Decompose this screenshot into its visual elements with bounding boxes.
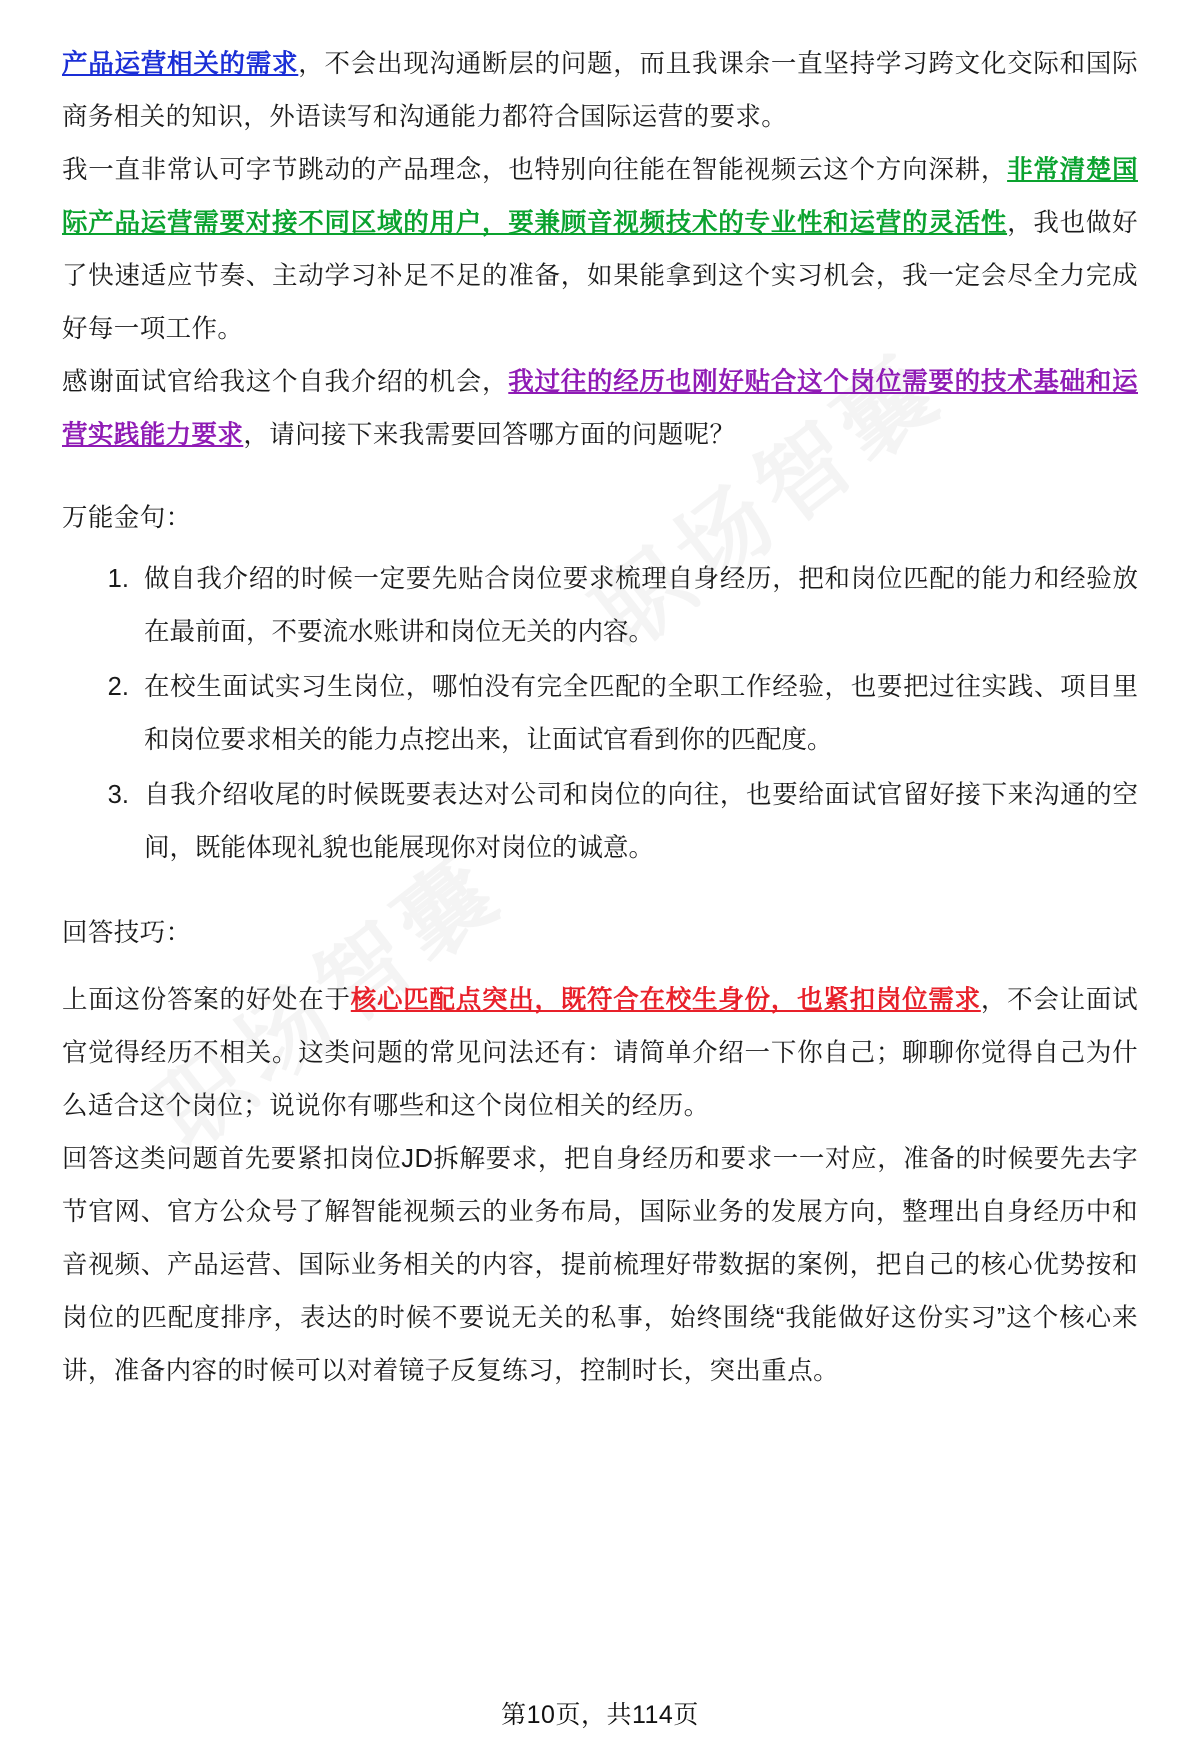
paragraph-5: 回答这类问题首先要紧扣岗位JD拆解要求，把自身经历和要求一一对应，准备的时候要先去字节官网、官方公众号了解智能视频云的业务布局，国际业务的发展方向，整理出自身经历中和音视频、产品运营、国际业务相关的内容，提前梳理好带数据的案例，把自己的核心优势按和岗位的匹配度排序，表达的时候不要说无关的私事，始终围绕“我能做好这份实习”这个核心来讲，准备内容的时候可以对着镜子反复练习，控制时长，突出重点。 [62,1145,1138,1385]
highlight-green-phrase: 非常清楚国际产品运营需要对接不同区域的用户，要兼顾音视频技术的专业性和运营的灵活性 [62,156,1138,237]
paragraph-2-rest: ，我也做好了快速适应节奏、主动学习补足不足的准备，如果能拿到这个实习机会，我一定会尽全力完成好每一项工作。 [62,209,1138,343]
section-title-golden-sentences: 万能金句： [62,504,192,532]
paragraph-4-lead: 上面这份答案的好处在于 [62,986,351,1014]
spacer [62,877,1138,907]
page-number-label: 第10页，共114页 [501,1701,699,1729]
highlight-red-phrase: 核心匹配点突出，既符合在校生身份，也紧扣岗位需求 [350,986,981,1014]
paragraph-4-rest: ，不会让面试官觉得经历不相关。这类问题的常见问法还有：请简单介绍一下你自己；聊聊你觉得自己为什么适合这个岗位；说说你有哪些和这个岗位相关的经历。 [62,986,1139,1120]
list-item: 2. 在校生面试实习生岗位，哪怕没有完全匹配的全职工作经验，也要把过往实践、项目里和岗位要求相关的能力点挖出来，让面试官看到你的匹配度。 [136,661,1138,767]
tips-list [62,553,1138,875]
paragraph-4 [62,974,1138,1133]
spacer [62,462,1138,492]
list-item: 1. 做自我介绍的时候一定要先贴合岗位要求梳理自身经历，把和岗位匹配的能力和经验放在最前面，不要流水账讲和岗位无关的内容。 [136,553,1138,659]
list-item: 3. 自我介绍收尾的时候既要表达对公司和岗位的向往，也要给面试官留好接下来沟通的空间，既能体现礼貌也能展现你对岗位的诚意。 [136,769,1138,875]
highlight-blue-phrase: 产品运营相关的需求 [62,50,299,78]
paragraph-1-rest: ，不会出现沟通断层的问题，而且我课余一直坚持学习跨文化交际和国际商务相关的知识，外语读写和沟通能力都符合国际运营的要求。 [62,50,1138,131]
section-title-answer-skills: 回答技巧： [62,919,192,947]
paragraph-1 [62,38,1138,144]
paragraph-2 [62,144,1138,356]
paragraph-3 [62,356,1138,462]
highlight-purple-phrase: 我过往的经历也刚好贴合这个岗位需要的技术基础和运营实践能力要求 [62,368,1138,449]
spacer [62,960,1138,974]
paragraph-2-lead: 我一直非常认可字节跳动的产品理念，也特别向往能在智能视频云这个方向深耕， [62,156,1008,184]
paragraph-3-rest: ，请问接下来我需要回答哪方面的问题呢？ [243,421,736,449]
paragraph-3-lead: 感谢面试官给我这个自我介绍的机会， [62,368,509,396]
